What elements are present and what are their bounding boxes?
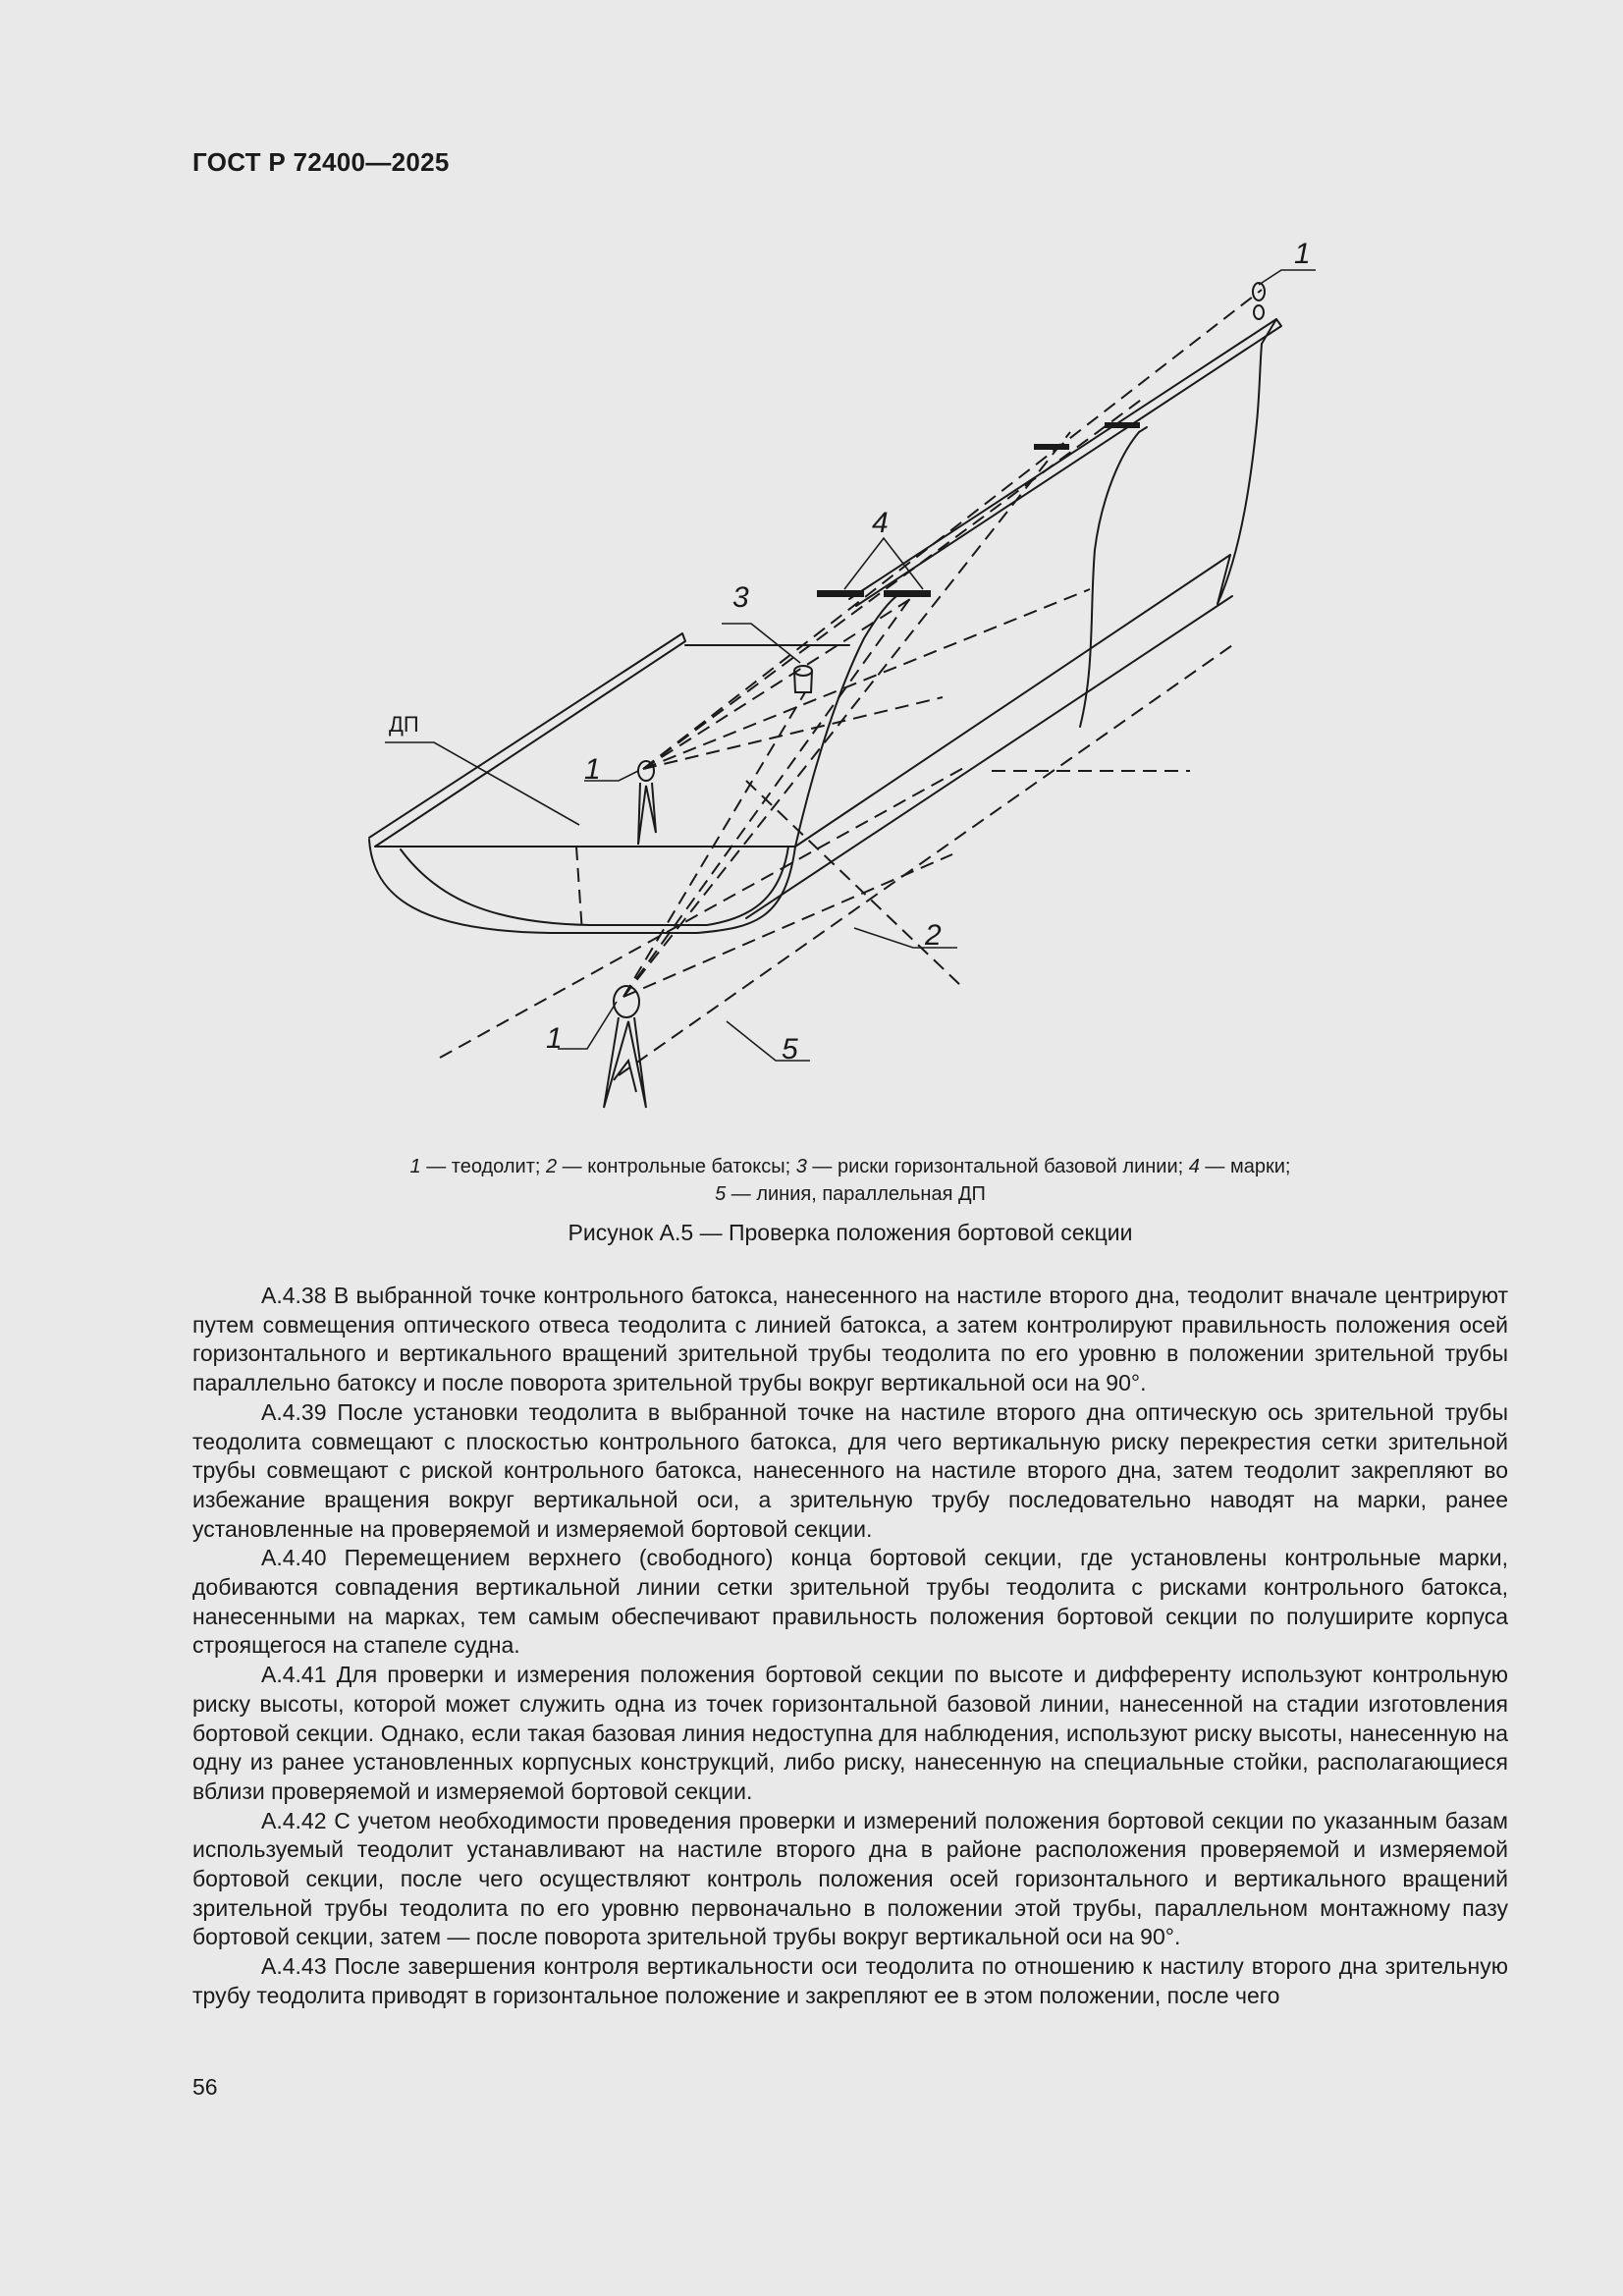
label-theodolite-top: 1 <box>1294 238 1311 270</box>
label-theodolite-bottom: 1 <box>546 1022 563 1055</box>
hull-inner-curve <box>401 847 788 925</box>
label-batoks: 2 <box>925 919 942 952</box>
side-section-frame <box>1080 432 1139 727</box>
sightline-3 <box>643 594 918 769</box>
parallel-line-5 <box>440 766 967 1058</box>
figure-caption: Рисунок А.5 — Проверка положения бортовой секции <box>568 1220 1133 1245</box>
legend-num-3: 3 <box>795 1156 807 1177</box>
side-section-front-edge <box>795 591 905 847</box>
paragraph-a4-42: А.4.42 С учетом необходимости проведения проверки и измерений положения бортовой секции по указанным базам используемый теодолит устанавливают на настиле второго дна в районе расположения проверяемой и измеряемой бортовой секции, после чего осуществляют контроль положения осей горизонтального и вертикального вращений зрительной трубы теодолита по его уровню первоначально в положении этой трубы, параллельном монтажному пазу бортовой секции, затем — после поворота зрительной трубы вокруг вертикальной оси на 90°. <box>192 1807 1508 1950</box>
legend-num-2: 2 <box>545 1156 558 1177</box>
theodolite-middle <box>638 761 656 845</box>
label-theodolite-middle: 1 <box>584 753 601 786</box>
mark-right <box>884 590 931 597</box>
paragraph-a4-40: А.4.40 Перемещением верхнего (свободного) конца бортовой секции, где установлены контрольные марки, добиваются совпадения вертикальной линии сетки зрительной трубы теодолита с рисками контрольного батокса, нанесенными на марках, тем самым обеспечивают правильность положения бортовой секции по полуширите корпуса строящегося на стапеле судна. <box>192 1545 1508 1659</box>
hull-section-drawing <box>324 231 1345 1134</box>
label-marks: 4 <box>872 507 889 539</box>
sightline-1 <box>643 290 1262 769</box>
body-text <box>192 1282 1508 2011</box>
figure-legend <box>192 1153 1508 1208</box>
side-section-frame-far <box>1217 344 1262 604</box>
hull-far-edge <box>369 633 685 847</box>
legend-line-2 <box>192 1180 1508 1208</box>
sightline-b3 <box>623 692 805 997</box>
legend-num-4: 4 <box>1188 1156 1200 1177</box>
label-dp: ДП <box>389 712 419 737</box>
parallel-line-5b <box>619 643 1235 1075</box>
risk-3 <box>794 666 812 692</box>
sightline-b2 <box>623 432 1070 997</box>
document-code-header: ГОСТ Р 72400—2025 <box>192 147 450 177</box>
mark-upper-1 <box>1034 444 1069 450</box>
theodolite-top <box>1253 283 1265 319</box>
hull-section-figure <box>324 231 1345 1134</box>
legend-text-4: — марки; <box>1199 1156 1291 1177</box>
mark-left <box>817 590 864 597</box>
legend-num-1: 1 <box>409 1156 421 1177</box>
page-number: 56 <box>192 2074 218 2100</box>
mark-upper-2 <box>1105 422 1140 428</box>
theodolite-bottom <box>604 986 646 1108</box>
batoks-line <box>746 781 962 987</box>
paragraph-a4-38: А.4.38 В выбранной точке контрольного батокса, нанесенного на настиле второго дна, теодолит вначале центрируют путем совмещения оптического отвеса теодолита с линией батокса, а затем контролируют правильность положения осей горизонтального и вертикального вращений зрительной трубы теодолита по его уровню в положении зрительной трубы параллельно батоксу и после поворота зрительной трубы вокруг вертикальной оси на 90°. <box>192 1283 1508 1396</box>
label-risks: 3 <box>732 581 749 614</box>
legend-num-5: 5 <box>715 1183 727 1205</box>
label-parallel-line: 5 <box>782 1033 798 1066</box>
legend-line-1 <box>192 1153 1508 1180</box>
leaders <box>385 270 1316 1061</box>
legend-text-1: — теодолит; <box>420 1156 546 1177</box>
paragraph-a4-41: А.4.41 Для проверки и измерения положения бортовой секции по высоте и дифференту используют контрольную риску высоты, которой может служить одна из точек горизонтальной базовой линии, нанесенной на стадии изготовления бортовой секции. Однако, если такая базовая линия недоступна для наблюдения, используют риску высоты, нанесенную на одну из ранее установленных корпусных конструкций, либо риску, нанесенную на специальные стойки, располагающиеся вблизи проверяемой и измеряемой бортовой секции. <box>192 1662 1508 1804</box>
legend-text-3: — риски горизонтальной базовой линии; <box>806 1156 1189 1177</box>
legend-text-5: — линия, параллельная ДП <box>726 1183 986 1205</box>
sightline-2 <box>643 398 1144 769</box>
paragraph-a4-39: А.4.39 После установки теодолита в выбранной точке на настиле второго дна оптическую ось зрительной трубы теодолита совмещают с плоскостью контрольного батокса, для чего вертикальную риску перекрестия сетки зрительной трубы совмещают с риской контрольного батокса, нанесенного на настиле второго дна, затем теодолит закрепляют во избежание вращения вокруг вертикальной оси, а зрительную трубу последовательно наводят на марки, ранее установленные на проверяемой и измеряемой бортовой секции. <box>192 1398 1508 1542</box>
bottom-edge-long <box>795 555 1230 847</box>
dp-vertical-dashed <box>576 847 582 933</box>
paragraph-a4-43: А.4.43 После завершения контроля вертикальности оси теодолита по отношению к настилу второго дна зрительную трубу теодолита приводят в горизонтальное положение и закрепляют ее в этом положении, после чего <box>192 1953 1508 2008</box>
sightline-4 <box>643 589 1090 769</box>
legend-text-2: — контрольные батоксы; <box>557 1156 796 1177</box>
